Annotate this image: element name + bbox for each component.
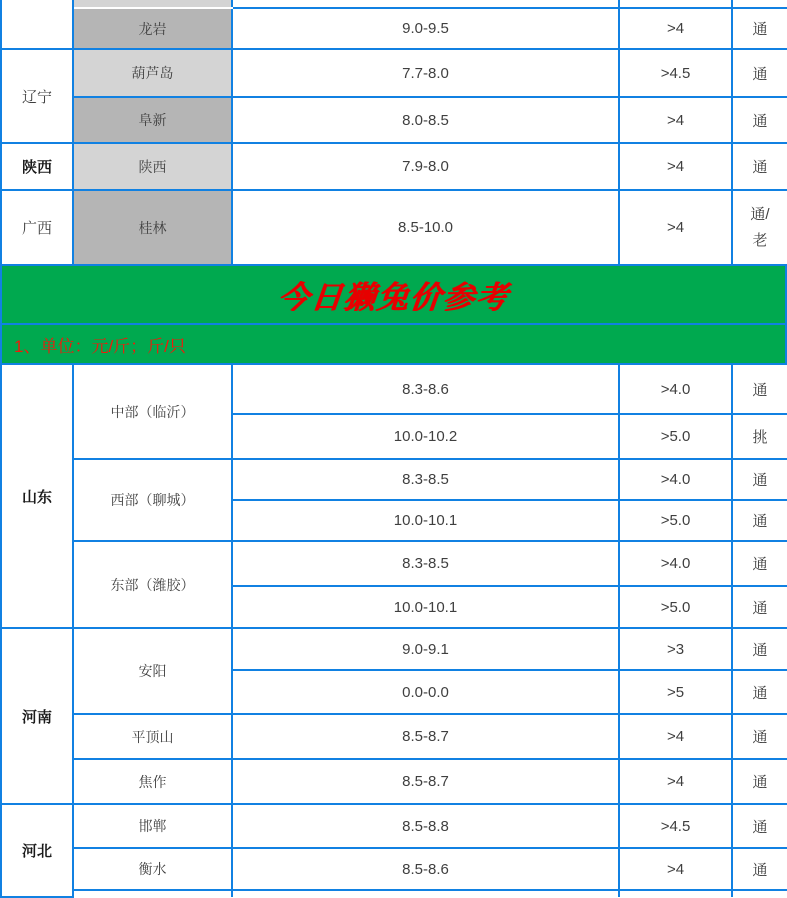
weight-cell: >5.0 <box>619 500 732 541</box>
price-cell: 8.5-10.0 <box>232 190 619 265</box>
province-cell: 陕西 <box>1 143 73 190</box>
price-cell: 7.9-8.0 <box>232 143 619 190</box>
grade-cell: 通 <box>732 848 787 890</box>
weight-cell: >4 <box>619 714 732 759</box>
weight-cell <box>619 0 732 8</box>
area-cell: 邯郸 <box>73 804 232 848</box>
grade-cell: 通 <box>732 500 787 541</box>
city-cell: 龙岩 <box>73 8 232 49</box>
weight-cell: >4 <box>619 759 732 804</box>
province-cell <box>1 0 73 49</box>
grade-cell: 通 <box>732 143 787 190</box>
grade-line-2: 老 <box>752 231 768 249</box>
table-row <box>1 804 787 848</box>
table-row <box>1 759 787 804</box>
grade-cell: 通 <box>732 759 787 804</box>
weight-cell: >4.0 <box>619 541 732 586</box>
area-cell: 衡水 <box>73 848 232 890</box>
city-cell: 阜新 <box>73 97 232 143</box>
section-banner <box>0 266 787 323</box>
table-row <box>1 459 787 500</box>
city-cell: 葫芦岛 <box>73 49 232 97</box>
grade-cell: 通 <box>732 628 787 670</box>
price-cell: 10.0-10.1 <box>232 586 619 628</box>
grade-cell <box>732 0 787 8</box>
province-cell: 广西 <box>1 190 73 265</box>
unit-note: 1、单位：元/斤；斤/只 <box>14 336 186 356</box>
price-cell: 8.5-8.7 <box>232 759 619 804</box>
price-cell: 8.5-8.8 <box>232 804 619 848</box>
price-cell: 8.3-8.5 <box>232 541 619 586</box>
table-row <box>1 190 787 265</box>
grade-cell: 通 <box>732 714 787 759</box>
price-cell: 8.3-8.6 <box>232 364 619 414</box>
grade-cell: 通 <box>732 97 787 143</box>
weight-cell: >5 <box>619 670 732 714</box>
area-cell: 东部（潍胶） <box>73 541 232 628</box>
price-cell: 7.7-8.0 <box>232 49 619 97</box>
grade-cell: 通 <box>732 804 787 848</box>
price-cell <box>232 890 619 897</box>
grade-cell: 挑 <box>732 414 787 459</box>
price-cell: 9.0-9.1 <box>232 628 619 670</box>
grade-cell <box>732 190 787 265</box>
grade-cell: 通 <box>732 459 787 500</box>
area-cell: 安阳 <box>73 628 232 714</box>
table-row <box>1 143 787 190</box>
weight-cell: >4.5 <box>619 49 732 97</box>
city-cell <box>73 0 232 8</box>
unit-note-bar <box>0 323 787 363</box>
table-row <box>1 8 787 49</box>
table-row <box>1 890 787 897</box>
grade-cell: 通 <box>732 541 787 586</box>
table-row <box>1 541 787 586</box>
city-cell: 桂林 <box>73 190 232 265</box>
weight-cell: >3 <box>619 628 732 670</box>
weight-cell: >4 <box>619 190 732 265</box>
grade-line-1: 通/ <box>750 206 770 223</box>
price-table-main <box>0 363 787 898</box>
weight-cell: >4 <box>619 97 732 143</box>
weight-cell: >4 <box>619 848 732 890</box>
grade-cell <box>732 890 787 897</box>
province-cell: 山东 <box>1 364 73 628</box>
table-row <box>1 714 787 759</box>
price-cell <box>232 0 619 8</box>
table-row <box>1 628 787 670</box>
grade-cell: 通 <box>732 670 787 714</box>
price-cell: 8.5-8.6 <box>232 848 619 890</box>
price-cell: 8.0-8.5 <box>232 97 619 143</box>
weight-cell: >4.0 <box>619 364 732 414</box>
price-cell: 0.0-0.0 <box>232 670 619 714</box>
area-cell: 焦作 <box>73 759 232 804</box>
price-cell: 10.0-10.2 <box>232 414 619 459</box>
area-cell: 平顶山 <box>73 714 232 759</box>
weight-cell: >5.0 <box>619 414 732 459</box>
weight-cell: >4.5 <box>619 804 732 848</box>
grade-cell: 通 <box>732 586 787 628</box>
weight-cell: >4 <box>619 8 732 49</box>
province-cell: 河南 <box>1 628 73 804</box>
section-title: 今日獭兔价参考 <box>275 280 511 315</box>
grade-cell: 通 <box>732 49 787 97</box>
province-cell: 辽宁 <box>1 49 73 143</box>
table-row <box>1 0 787 8</box>
price-cell: 8.5-8.7 <box>232 714 619 759</box>
weight-cell: >5.0 <box>619 586 732 628</box>
table-row <box>1 49 787 97</box>
price-cell: 8.3-8.5 <box>232 459 619 500</box>
table-row <box>1 848 787 890</box>
grade-cell: 通 <box>732 8 787 49</box>
area-cell: 中部（临沂） <box>73 364 232 459</box>
price-cell: 9.0-9.5 <box>232 8 619 49</box>
price-table-top <box>0 0 787 266</box>
weight-cell: >4.0 <box>619 459 732 500</box>
area-cell: 西部（聊城） <box>73 459 232 541</box>
table-row <box>1 364 787 414</box>
price-cell: 10.0-10.1 <box>232 500 619 541</box>
weight-cell: >4 <box>619 143 732 190</box>
table-row <box>1 97 787 143</box>
area-cell <box>73 890 232 897</box>
province-cell: 河北 <box>1 804 73 897</box>
city-cell: 陕西 <box>73 143 232 190</box>
grade-cell: 通 <box>732 364 787 414</box>
weight-cell <box>619 890 732 897</box>
